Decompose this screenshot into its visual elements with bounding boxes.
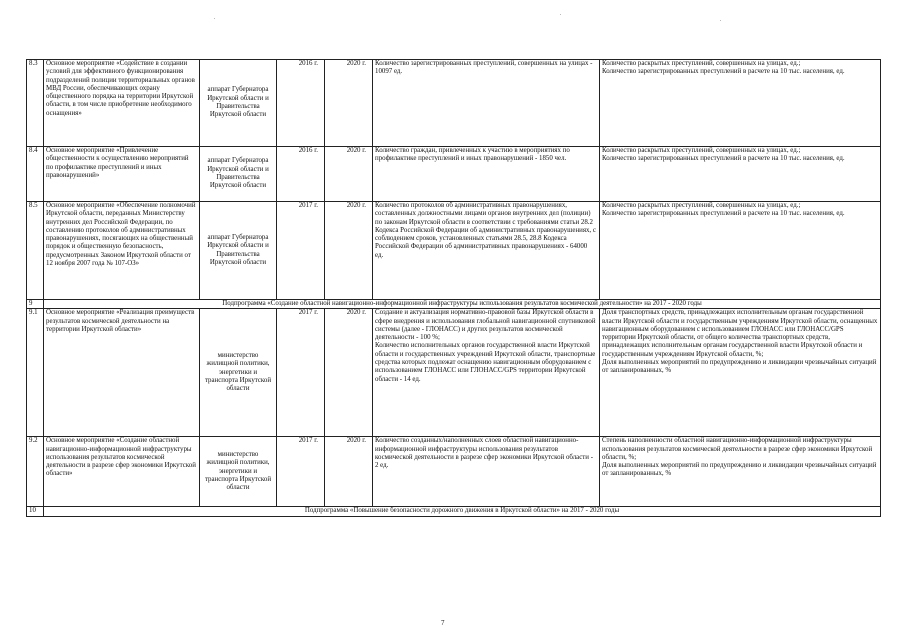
start-year: 2017 г.: [277, 437, 325, 507]
result-item: Количество исполнительных органов государственной власти Иркутской области и государственных учреждений Иркутской области, транспортные средства которых подлежат оснащению навигационным оборудованием с использованием ГЛОНАСС или ГЛОНАСС/GPS территории Иркутской области - 14 ед.: [375, 342, 596, 383]
table-row: [27, 309, 881, 437]
page-number: 7: [441, 619, 445, 627]
end-year: 2020 г.: [325, 309, 373, 437]
table-row: [27, 202, 881, 300]
expected-result: Количество граждан, привлеченных к участию в мероприятиях по профилактике преступлений и иных правонарушений - 1850 чел.: [373, 147, 600, 202]
indicator-item: Количество зарегистрированных преступлений в расчете на 10 тыс. населения, ед.: [602, 155, 845, 163]
table-row: [27, 147, 881, 202]
row-number: 8.4: [27, 147, 44, 202]
expected-result: [373, 437, 600, 507]
target-indicators: [600, 202, 881, 300]
indicator-item: Количество раскрытых преступлений, совершенных на улицах, ед.;: [602, 202, 801, 209]
subprogram-title: Подпрограмма «Создание областной навигационно-информационной инфраструктуры использования результатов космической деятельности» на 2017 - 2020 годы: [44, 300, 881, 309]
start-year: 2017 г.: [277, 202, 325, 300]
start-year: 2016 г.: [277, 60, 325, 147]
activity-name: Основное мероприятие «Создание областной навигационно-информационной инфраструктуры использования результатов космической деятельности в разрезе сфер экономики Иркутской области»: [44, 437, 200, 507]
row-number: 8.5: [27, 202, 44, 300]
indicator-item: Доля транспортных средств, принадлежащих исполнительным органам государственной власти Иркутской области и государственным учреждениям Иркутской области, оснащенных навигационным оборудованием с использованием ГЛОНАСС или ГЛОНАСС/GPS территории Иркутской области, от общего количества транспортных средств, принадлежащих исполнительным органам государственной власти Иркутской области и государственным учреждениям Иркутской области, %;: [602, 309, 878, 358]
row-number: 9: [27, 300, 44, 309]
activity-name: Основное мероприятие «Содействие в создании условий для эффективного функционирования подразделений полиции территориальных органов МВД России, обеспечивающих охрану общественного порядка на территории Иркутской области, в том числе приобретение необходимого оснащения»: [44, 60, 200, 147]
responsible-executor: министерство жилищной политики, энергетики и транспорта Иркутской области: [200, 437, 277, 507]
responsible-executor: аппарат Губернатора Иркутской области и Правительства Иркутской области: [200, 60, 277, 147]
indicator-item: Доля выполненных мероприятий по предупреждению и ликвидации чрезвычайных ситуаций от запланированных, %: [602, 462, 877, 478]
subprogram-title: Подпрограмма «Повышение безопасности дорожного движения в Иркутской области» на 2017 - 2020 годы: [44, 507, 881, 516]
end-year: 2020 г.: [325, 437, 373, 507]
row-number: 9.2: [27, 437, 44, 507]
row-number: 10: [27, 507, 44, 516]
responsible-executor: аппарат Губернатора Иркутской области и Правительства Иркутской области: [200, 202, 277, 300]
target-indicators: [600, 437, 881, 507]
subprogram-row: [27, 300, 881, 309]
indicator-item: Количество зарегистрированных преступлений в расчете на 10 тыс. населения, ед.: [602, 68, 845, 76]
indicator-item: Количество зарегистрированных преступлений в расчете на 10 тыс. населения, ед.: [602, 210, 845, 218]
indicator-item: Доля выполненных мероприятий по предупреждению и ликвидации чрезвычайных ситуаций от запланированных, %: [602, 359, 877, 375]
start-year: 2017 г.: [277, 309, 325, 437]
activity-name: Основное мероприятие «Реализация преимуществ результатов космической деятельности на территории Иркутской области»: [44, 309, 200, 437]
result-item: Количество созданных/наполненных слоев областной навигационно-информационной инфраструктуры использования результатов космической деятельности в разрезе сфер экономики Иркутской области - 2 ед.: [375, 437, 594, 470]
responsible-executor: аппарат Губернатора Иркутской области и Правительства Иркутской области: [200, 147, 277, 202]
responsible-executor: министерство жилищной политики, энергетики и транспорта Иркутской области: [200, 309, 277, 437]
target-indicators: [600, 309, 881, 437]
indicator-item: Степень наполненности областной навигационно-информационной инфраструктуры использования результатов космической деятельности в разрезе сфер экономики Иркутской области, %;: [602, 437, 873, 461]
scan-speck: [720, 20, 721, 21]
subprogram-row: [27, 507, 881, 516]
program-activities-table: [26, 59, 881, 517]
row-number: 9.1: [27, 309, 44, 437]
target-indicators: [600, 60, 881, 147]
activity-name: Основное мероприятие «Обеспечение полномочий Иркутской области, переданных Министерству внутренних дел Российской Федерации, по составлению протоколов об административных правонарушениях, посягающих на общественный порядок и общественную безопасность, предусмотренных Законом Иркутской области от 12 ноября 2007 года № 107-ОЗ»: [44, 202, 200, 300]
table-row: [27, 60, 881, 147]
end-year: 2020 г.: [325, 147, 373, 202]
scan-speck: [214, 18, 215, 19]
target-indicators: [600, 147, 881, 202]
result-item: Создание и актуализация нормативно-правовой базы Иркутской области в сфере внедрения и использования глобальной навигационной спутниковой системы (далее - ГЛОНАСС) и других результатов космической деятельности - 100 %;: [375, 309, 596, 342]
start-year: 2016 г.: [277, 147, 325, 202]
end-year: 2020 г.: [325, 202, 373, 300]
indicator-item: Количество раскрытых преступлений, совершенных на улицах, ед.;: [602, 60, 801, 67]
expected-result: Количество зарегистрированных преступлений, совершенных на улицах - 10097 ед.: [373, 60, 600, 147]
end-year: 2020 г.: [325, 60, 373, 147]
table-row: [27, 437, 881, 507]
activity-name: Основное мероприятие «Привлечение общественности к осуществлению мероприятий по профилактике преступлений и иных правонарушений»: [44, 147, 200, 202]
indicator-item: Количество раскрытых преступлений, совершенных на улицах, ед.;: [602, 147, 801, 154]
expected-result: Количество протоколов об административных правонарушениях, составленных должностными лицами органов внутренних дел (полиции) по законам Иркутской области в соответствии с требованиями статьи 28.2 Кодекса Российской Федерации об административных правонарушениях, с соблюдением сроков, установленных статьями 28.5, 28.8 Кодекса Российской Федерации об административных правонарушениях - 64000 ед.: [373, 202, 600, 300]
row-number: 8.3: [27, 60, 44, 147]
scan-speck: [560, 14, 561, 15]
expected-result: [373, 309, 600, 437]
